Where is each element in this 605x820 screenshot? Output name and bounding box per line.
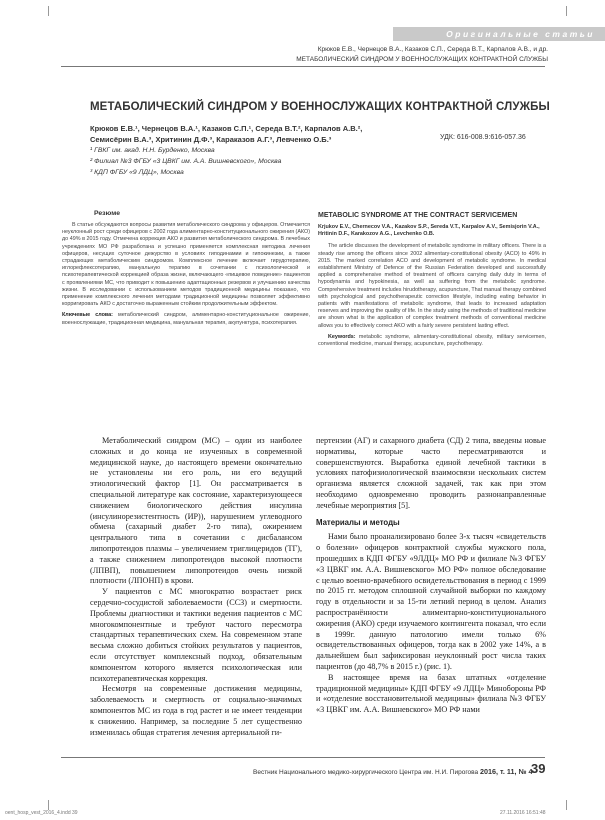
- body-paragraph: У пациентов с МС многократно возрастает риск сердечно-сосудистой заболеваемости (ССЗ) и смертности. Проблемы диагностики и тактики ведения пациентов с МС многокомпонентные и требуют частого пересмотра стандартных терапевтических схем. На современном этапе весьма сложно добиться стойких результатов у пациентов, если отсутствует комплексный подход, обязательным компонентом которого является психологическая или психотерапевтическая коррекция.: [90, 587, 302, 683]
- journal-year-volume: 2016, т. 11, № 4: [479, 767, 533, 776]
- crop-mark-top-right: [566, 6, 577, 16]
- abstract-ru-heading: Резюме: [94, 210, 121, 217]
- running-title: МЕТАБОЛИЧЕСКИЙ СИНДРОМ У ВОЕННОСЛУЖАЩИХ КОНТРАКТНОЙ СЛУЖБЫ: [296, 56, 548, 63]
- body-paragraph: В настоящее время на базах штатных «отделение традиционной медицины» КДП ФГБУ «9 ЛДЦ» Минобороны РФ и «отделение восстановительной медицины» филиала №3 ФГБУ «3 ЦВКГ им. А.А. Вишневского» МО РФ нами: [316, 672, 546, 715]
- running-authors: Крюков Е.В., Чернецов В.А., Казаков С.П., Середа В.Т., Карпалов А.В., и др.: [317, 46, 548, 53]
- abstract-ru-text: В статье обсуждаются вопросы развития метаболического синдрома у офицеров. Отмечается неуклонный рост среди офицеров с 2002 года алиментарно-конституционального ожирения (АКО) до 49% в 2015 году. Отмечена коррекция АКО и развития метаболического синдрома. В лечебных учреждениях МО РФ разработана и успешно применяется комплексная методика лечения офицеров, несущих суточное дежурство в условиях гиподинамии и гипокинезии, а также страдающих метаболическим синдромом. Комплексное лечение включает гирудотерапию, иглорефлексотерапию, мануальную терапию в сочетании с психологической и психотерапевтической коррекцией образа жизни, включающего «пищевое поведение» пациентов с проявлениями МС, что приводит к повышению адаптационных резервов и улучшению качества жизни. В исследовании с использованием методов традиционной медицины показано, что применение комплексного лечения методами традиционной медицины позволяет эффективно корригировать АКО с достаточно выраженным стойким продолжительным эффектом.: [62, 222, 310, 308]
- keywords-ru-text: метаболический синдром, алиментарно-конституциональное ожирение, военнослужащие, традиционная медицина, мануальная терапия, акупунктура, психотерапия.: [62, 312, 310, 326]
- keywords-en-text: metabolic syndrome, alimentary-constitutional obesity, military servicemen, conventional medicine, manual therapy, acupuncture, psychotherapy.: [318, 333, 546, 348]
- udk-code: УДК: 616-008.9:616-057.36: [440, 134, 526, 141]
- body-right-column: [316, 436, 546, 716]
- body-left-column: [90, 436, 302, 738]
- body-paragraph: пертензии (АГ) и сахарного диабета (СД) 2 типа, введены новые нормативы, которые часто пересматриваются и совершенствуются. Выработка единой лечебной тактики в условиях патофизиологической взаимосвязи нескольких систем организма является сложной задачей, так как при этом необходимо одновременно проводить разнонаправленные лечебные мероприятия [5].: [316, 436, 546, 510]
- footer-rule: [61, 757, 545, 758]
- abstract-ru-keywords: [62, 312, 310, 326]
- authors-line-1: Крюков Е.В.¹, Чернецов В.А.¹, Казаков С.П.¹, Середа В.Т.², Карпалов А.В.²,: [90, 124, 363, 133]
- keywords-ru-label: Ключевые слова:: [62, 312, 113, 319]
- body-paragraph: Несмотря на современные достижения медицины, заболеваемость и смертность от социально-значимых компонентов МС из года в год растет и не имеет тенденции к снижению. Например, за последние 5 лет существенно изменилась общая стратегия лечения артериальной ги-: [90, 684, 302, 737]
- abstract-ru: [62, 210, 310, 327]
- journal-footer: [253, 767, 532, 776]
- authors-line-2: Семисёрин В.А.³, Хритинин Д.Ф.³, Караказов А.Г.³, Левченко О.Б.³: [90, 135, 332, 144]
- section-heading-methods: Материалы и методы: [316, 517, 400, 527]
- abstract-en-text: The article discusses the development of metabolic syndrome in military officers. There is a steady rise among the officers since 2002 alimentary-constitutional obesity (ACO) to 49% in 2015. The marked correlation ACO and development of metabolic syndrome. In medical establishment Ministry of Defence of the Russian Federation developed and successfully applied a comprehensive method of treatment of officers carrying daily duty in terms of hypodynamia and hypokinesia, as well as suffering from the metabolic syndrome. Comprehensive treatment includes hirudotherapy, acupuncture, That manual therapy combined with psychological and psychotherapeutic correction lifestyle, including eating behavior in patients with manifestations of metabolic syndrome, that leads to increased adaptation reserves and improving the quality of life. In the study using the methods of traditional medicine are shown what is the application of complex treatment methods of conventional medicine allows you to effectively correct AKO with a fairly severe persistent lasting effect.: [318, 243, 546, 329]
- keywords-en-label: Keywords:: [328, 333, 356, 340]
- body-paragraph: Нами было проанализировано более 3-х тысяч «свидетельств о болезни» офицеров контрактной службы мужского пола, прошедших в КДП ФГБУ «9ЛДЦ» МО РФ и филиале №3 ФГБУ «3 ЦВКГ им. А.А. Вишневского» МО РФ» полное обследование с целью военно-врачебного освидетельствования в период с 1999 по 2015 гг. методом сплошной случайной выборки по каждому году в отдельности и за 15-ти летний период в целом. Анализ распространённости алиментарно-конституционального ожирения (АКО) среди изучаемого контингента показал, что если в 1999г. данную патологию имели только 6% освидетельствованных офицеров, тогда как в 2002 уже 14%, а в дальнейшем был зафиксирован неуклонный рост числа таких пациентов (до 48,7% в 2015 г.) (рис. 1).: [316, 532, 546, 671]
- print-file-info: oent_hosp_vest_2016_4.indd 39: [5, 810, 78, 816]
- abstract-en: [318, 212, 546, 348]
- header-rule: [61, 66, 545, 67]
- section-banner: Оригинальные статьи: [393, 27, 605, 41]
- affiliation-1: ¹ ГВКГ им. акад. Н.Н. Бурденко, Москва: [90, 147, 215, 154]
- crop-mark-top-left: [38, 6, 49, 16]
- journal-name: Вестник Национального медико-хирургического Центра им. Н.И. Пирогова: [253, 769, 479, 776]
- body-paragraph: Метаболический синдром (МС) – один из наиболее сложных и до конца не изученных в современной медицинской науке, до настоящего времени окончательно не установлены ни его роль, ни его ведущий этиологический фактор [1]. Он рассматривается в специальной литературе как состояние, характеризующееся снижением биологического действия инсулина (инсулинорезистентность (ИР)), нарушением углеводного обмена (сахарный диабет 2-го типа), ожирением центрального типа в сочетании с дисбалансом липопротеидов плазмы – увеличением триглицеридов (ТГ), а также снижением липопротеидов высокой плотности (ЛПВП), повышением липопротеидов очень низкой плотности (ЛПОНП) в крови.: [90, 436, 302, 586]
- abstract-en-keywords: [318, 334, 546, 348]
- abstract-en-title: METABOLIC SYNDROME AT THE CONTRACT SERVICEMEN: [318, 212, 518, 219]
- page-number: 39: [531, 761, 546, 776]
- print-date-info: 27.11.2016 16:51:48: [500, 810, 546, 816]
- article-title: МЕТАБОЛИЧЕСКИЙ СИНДРОМ У ВОЕННОСЛУЖАЩИХ КОНТРАКТНОЙ СЛУЖБЫ: [90, 101, 550, 113]
- crop-mark-bottom-right: [566, 800, 577, 810]
- crop-mark-bottom-left: [38, 800, 49, 810]
- abstract-en-authors: Krjukov E.V., Chernecov V.A., Kazakov S.P., Sereda V.T., Karpalov A.V., Semisjorin V.A., Hritinin D.F., Karakozov A.G., Levchenko O.B.: [318, 224, 540, 238]
- affiliation-2: ² Филиал №3 ФГБУ «3 ЦВКГ им. А.А. Вишневского», Москва: [90, 158, 282, 165]
- affiliation-3: ³ КДП ФГБУ «9 ЛДЦ», Москва: [90, 169, 184, 176]
